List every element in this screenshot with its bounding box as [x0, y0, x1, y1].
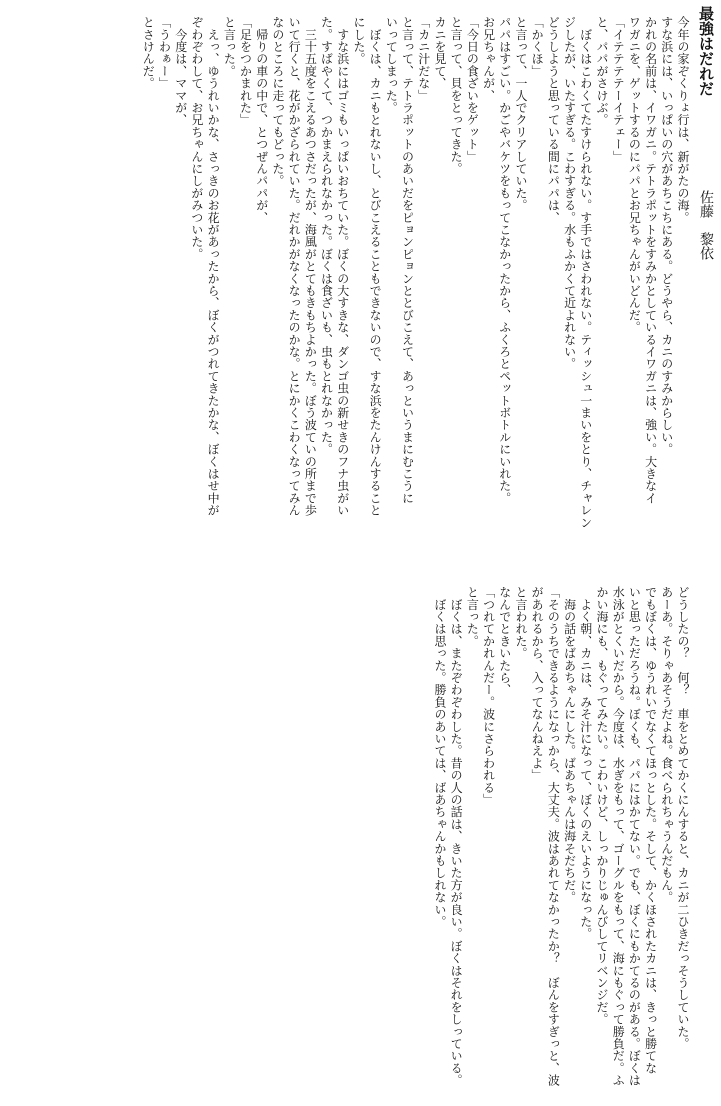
author-name: 佐藤 黎依 — [698, 190, 714, 260]
essay-body-upper: 今年の家ぞくりょ行は、新がたの海。 すな浜には、いっぱいの穴があちこちにある。どうやら、カニのすみからしい。 かれの名前は、イワガニ。テトラポットをすみかとしているイワガニは、強い。大きなイ ワガニを、ゲットするのにパパとお兄ちゃんがいどんだ。 「イテテテテーイテェー」 と、パパがさけぶ。 ぼくはこわくてたすけられない。す手ではさわれない。ティッシュ一まいをとり、チャレン ジしたが、いたすぎる。こわすぎる。水もふかくて近よれない。 どうしようと思っている間にパパは、 「かくほ」 と言って、一人でクリアしていた。 パパはすごい。かごやバケツをもってこなかったから、ふくろとペットボトルにいれた。 お兄ちゃんが、 「今日の食ざいをゲット」 と言って、貝をとってきた。 カニを見て、 「カニ汁だな」 と言って、テトラポットのあいだをピョンピョンととびこえて、あっというまにむこうに いってしまった。 ぼくは、カニもとれないし、とびこえることもできないので、すな浜をたんけんすること にした。 すな浜にはゴミもいっぱいおちていた。ぼくの大すきな、ダンゴ虫の新せきのフナ虫がい た。すばやくて、つかまえられなかった。ぼくは食ざいも、虫もとれなかった。 三十五度をこえるあつさだったが、海風がとてもきもちよかった。ぼう波ていの所まで歩 いて行くと、花がかざられていた。だれかがなくなったのかな。とにかくこわくなってみん なのところに走ってもどった。 帰りの車の中で、とつぜんパパが、 「足をつかまれた」 と言った。 えっ、ゆうれいかな、さっきのお花があったから、ぼくがつれてきたかな、ぼくはせ中が ぞわぞわして、お兄ちゃんにしがみついた。 今度は、ママが、 「うわぁー」 とさけんだ。 — [141, 16, 690, 529]
essay-body-lower: どうしたの？ 何？ 車をとめてかくにんすると、カニが二ひきだっそうしていた。 あーあ。そりゃあそうだよね。食べられちゃうんだもん。 でもぼくは、ゆうれいでなくてほっとした。そして、かくほされたカニは、きっと勝てな いと思っただろうね。ぼくも、パパにはかてない。でも、ぼくにもかてるのがある。ぼくは 水泳がとくいだから。今度は、水ぎをもって、ゴーグルをもって、海にもぐって勝負だ。ふ かい海にも、もぐってみたい。こわいけど、しっかりじゅんびしてリベンジだ。 よく朝、カニは、みそ汁になって、ぼくのえいようになった。 海の話をばあちゃんにした。ばあちゃんは海そだちだ。 「そのうちできるようになっから、大丈夫。波はあれてなかったか？ ぼんをすぎっと、波 があれるから、入ってなんねえよ」 と言われた。 なんでときいたら、 「つれてかれんだー。波にさらわれる」 と言った。 ぼくは、またぞわぞわした。昔の人の話は、きいた方が良い。ぼくはそれをしっている。 ぼくは思った。勝負のあいては、ばあちゃんかもしれない。 — [432, 586, 690, 1087]
essay-title: 最強はだれだ — [697, 6, 715, 96]
